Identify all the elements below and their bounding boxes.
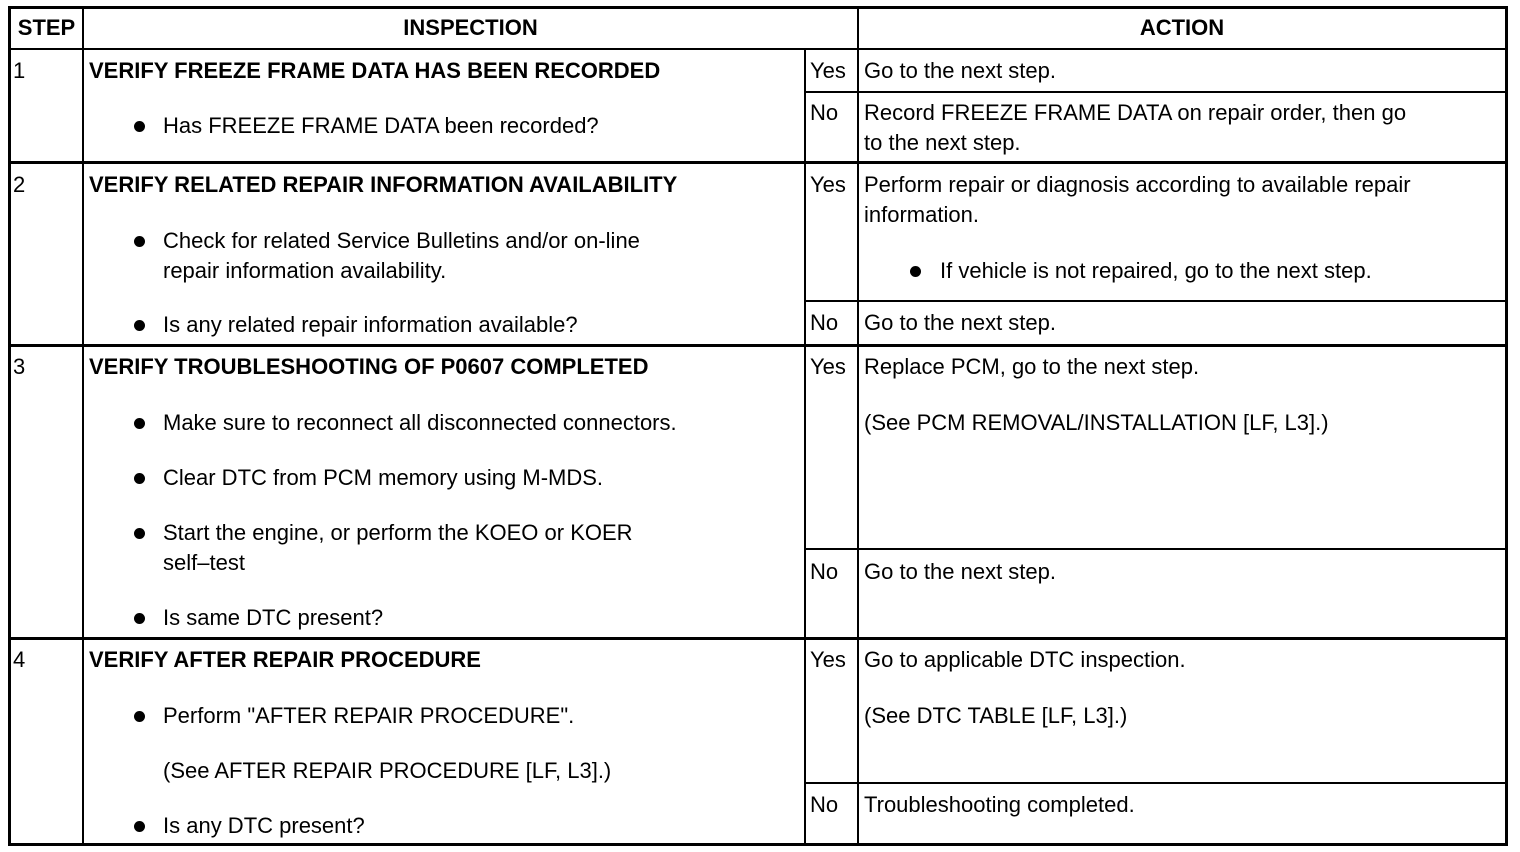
no-action: Record FREEZE FRAME DATA on repair order, then go — [864, 100, 1407, 125]
bullet-icon — [134, 613, 145, 624]
header-action: ACTION — [1139, 15, 1225, 40]
inspection-item: Is any related repair information available? — [163, 312, 578, 337]
yes-action: information. — [864, 202, 979, 227]
bullet-icon — [134, 711, 145, 722]
yes-action-bullet: If vehicle is not repaired, go to the next step. — [940, 258, 1372, 283]
inspection-item: Check for related Service Bulletins and/or on-line — [163, 228, 640, 253]
inspection-item: Has FREEZE FRAME DATA been recorded? — [163, 113, 599, 138]
no-action: Go to the next step. — [864, 310, 1057, 335]
inspection-item: self–test — [163, 550, 245, 575]
border-bottom — [8, 843, 1508, 846]
yes-label: Yes — [810, 172, 846, 197]
border-top — [8, 6, 1508, 9]
no-label: No — [810, 310, 839, 335]
bullet-icon — [134, 418, 145, 429]
inspection-reference: (See AFTER REPAIR PROCEDURE [LF, L3].) — [163, 758, 612, 783]
yes-action: Perform repair or diagnosis according to available repair — [864, 172, 1411, 197]
step-number: 3 — [13, 354, 26, 379]
inspection-item: repair information availability. — [163, 258, 447, 283]
inspection-title: VERIFY FREEZE FRAME DATA HAS BEEN RECORDED — [89, 58, 661, 83]
row-divider-1 — [8, 161, 1508, 164]
inspection-item: Make sure to reconnect all disconnected connectors. — [163, 410, 677, 435]
no-label: No — [810, 100, 839, 125]
bullet-icon — [134, 821, 145, 832]
no-label: No — [810, 559, 839, 584]
col-divider-step — [82, 6, 84, 846]
yes-no-divider-2 — [804, 300, 1508, 302]
bullet-icon — [134, 320, 145, 331]
inspection-title: VERIFY TROUBLESHOOTING OF P0607 COMPLETED — [89, 354, 649, 379]
no-action: Troubleshooting completed. — [864, 792, 1135, 817]
header-inspection: INSPECTION — [403, 15, 538, 40]
border-left — [8, 6, 11, 846]
yes-reference: (See DTC TABLE [LF, L3].) — [864, 703, 1128, 728]
inspection-item: Clear DTC from PCM memory using M-MDS. — [163, 465, 604, 490]
no-action: Go to the next step. — [864, 559, 1057, 584]
inspection-title: VERIFY RELATED REPAIR INFORMATION AVAILABILITY — [89, 172, 678, 197]
border-right — [1505, 6, 1508, 846]
yes-no-divider-1 — [804, 91, 1508, 93]
step-number: 1 — [13, 58, 26, 83]
step-number: 4 — [13, 647, 26, 672]
yes-no-divider-3 — [804, 548, 1508, 550]
inspection-item: Start the engine, or perform the KOEO or KOER — [163, 520, 633, 545]
inspection-item: Is same DTC present? — [163, 605, 384, 630]
header-step: STEP — [17, 15, 76, 40]
header-divider — [8, 48, 1508, 50]
inspection-title: VERIFY AFTER REPAIR PROCEDURE — [89, 647, 481, 672]
row-divider-2 — [8, 344, 1508, 347]
bullet-icon — [134, 473, 145, 484]
yes-action: Go to applicable DTC inspection. — [864, 647, 1186, 672]
yes-label: Yes — [810, 647, 846, 672]
no-action: to the next step. — [864, 130, 1021, 155]
inspection-item: Is any DTC present? — [163, 813, 365, 838]
yes-reference: (See PCM REMOVAL/INSTALLATION [LF, L3].) — [864, 410, 1329, 435]
col-divider-answer — [804, 48, 806, 846]
yes-label: Yes — [810, 354, 846, 379]
inspection-item: Perform "AFTER REPAIR PROCEDURE". — [163, 703, 575, 728]
row-divider-3 — [8, 637, 1508, 640]
yes-no-divider-4 — [804, 782, 1508, 784]
yes-action: Go to the next step. — [864, 58, 1057, 83]
bullet-icon — [134, 236, 145, 247]
col-divider-action — [857, 6, 859, 846]
yes-label: Yes — [810, 58, 846, 83]
bullet-icon — [134, 121, 145, 132]
no-label: No — [810, 792, 839, 817]
yes-action: Replace PCM, go to the next step. — [864, 354, 1200, 379]
bullet-icon — [134, 528, 145, 539]
bullet-icon — [910, 266, 921, 277]
step-number: 2 — [13, 172, 26, 197]
